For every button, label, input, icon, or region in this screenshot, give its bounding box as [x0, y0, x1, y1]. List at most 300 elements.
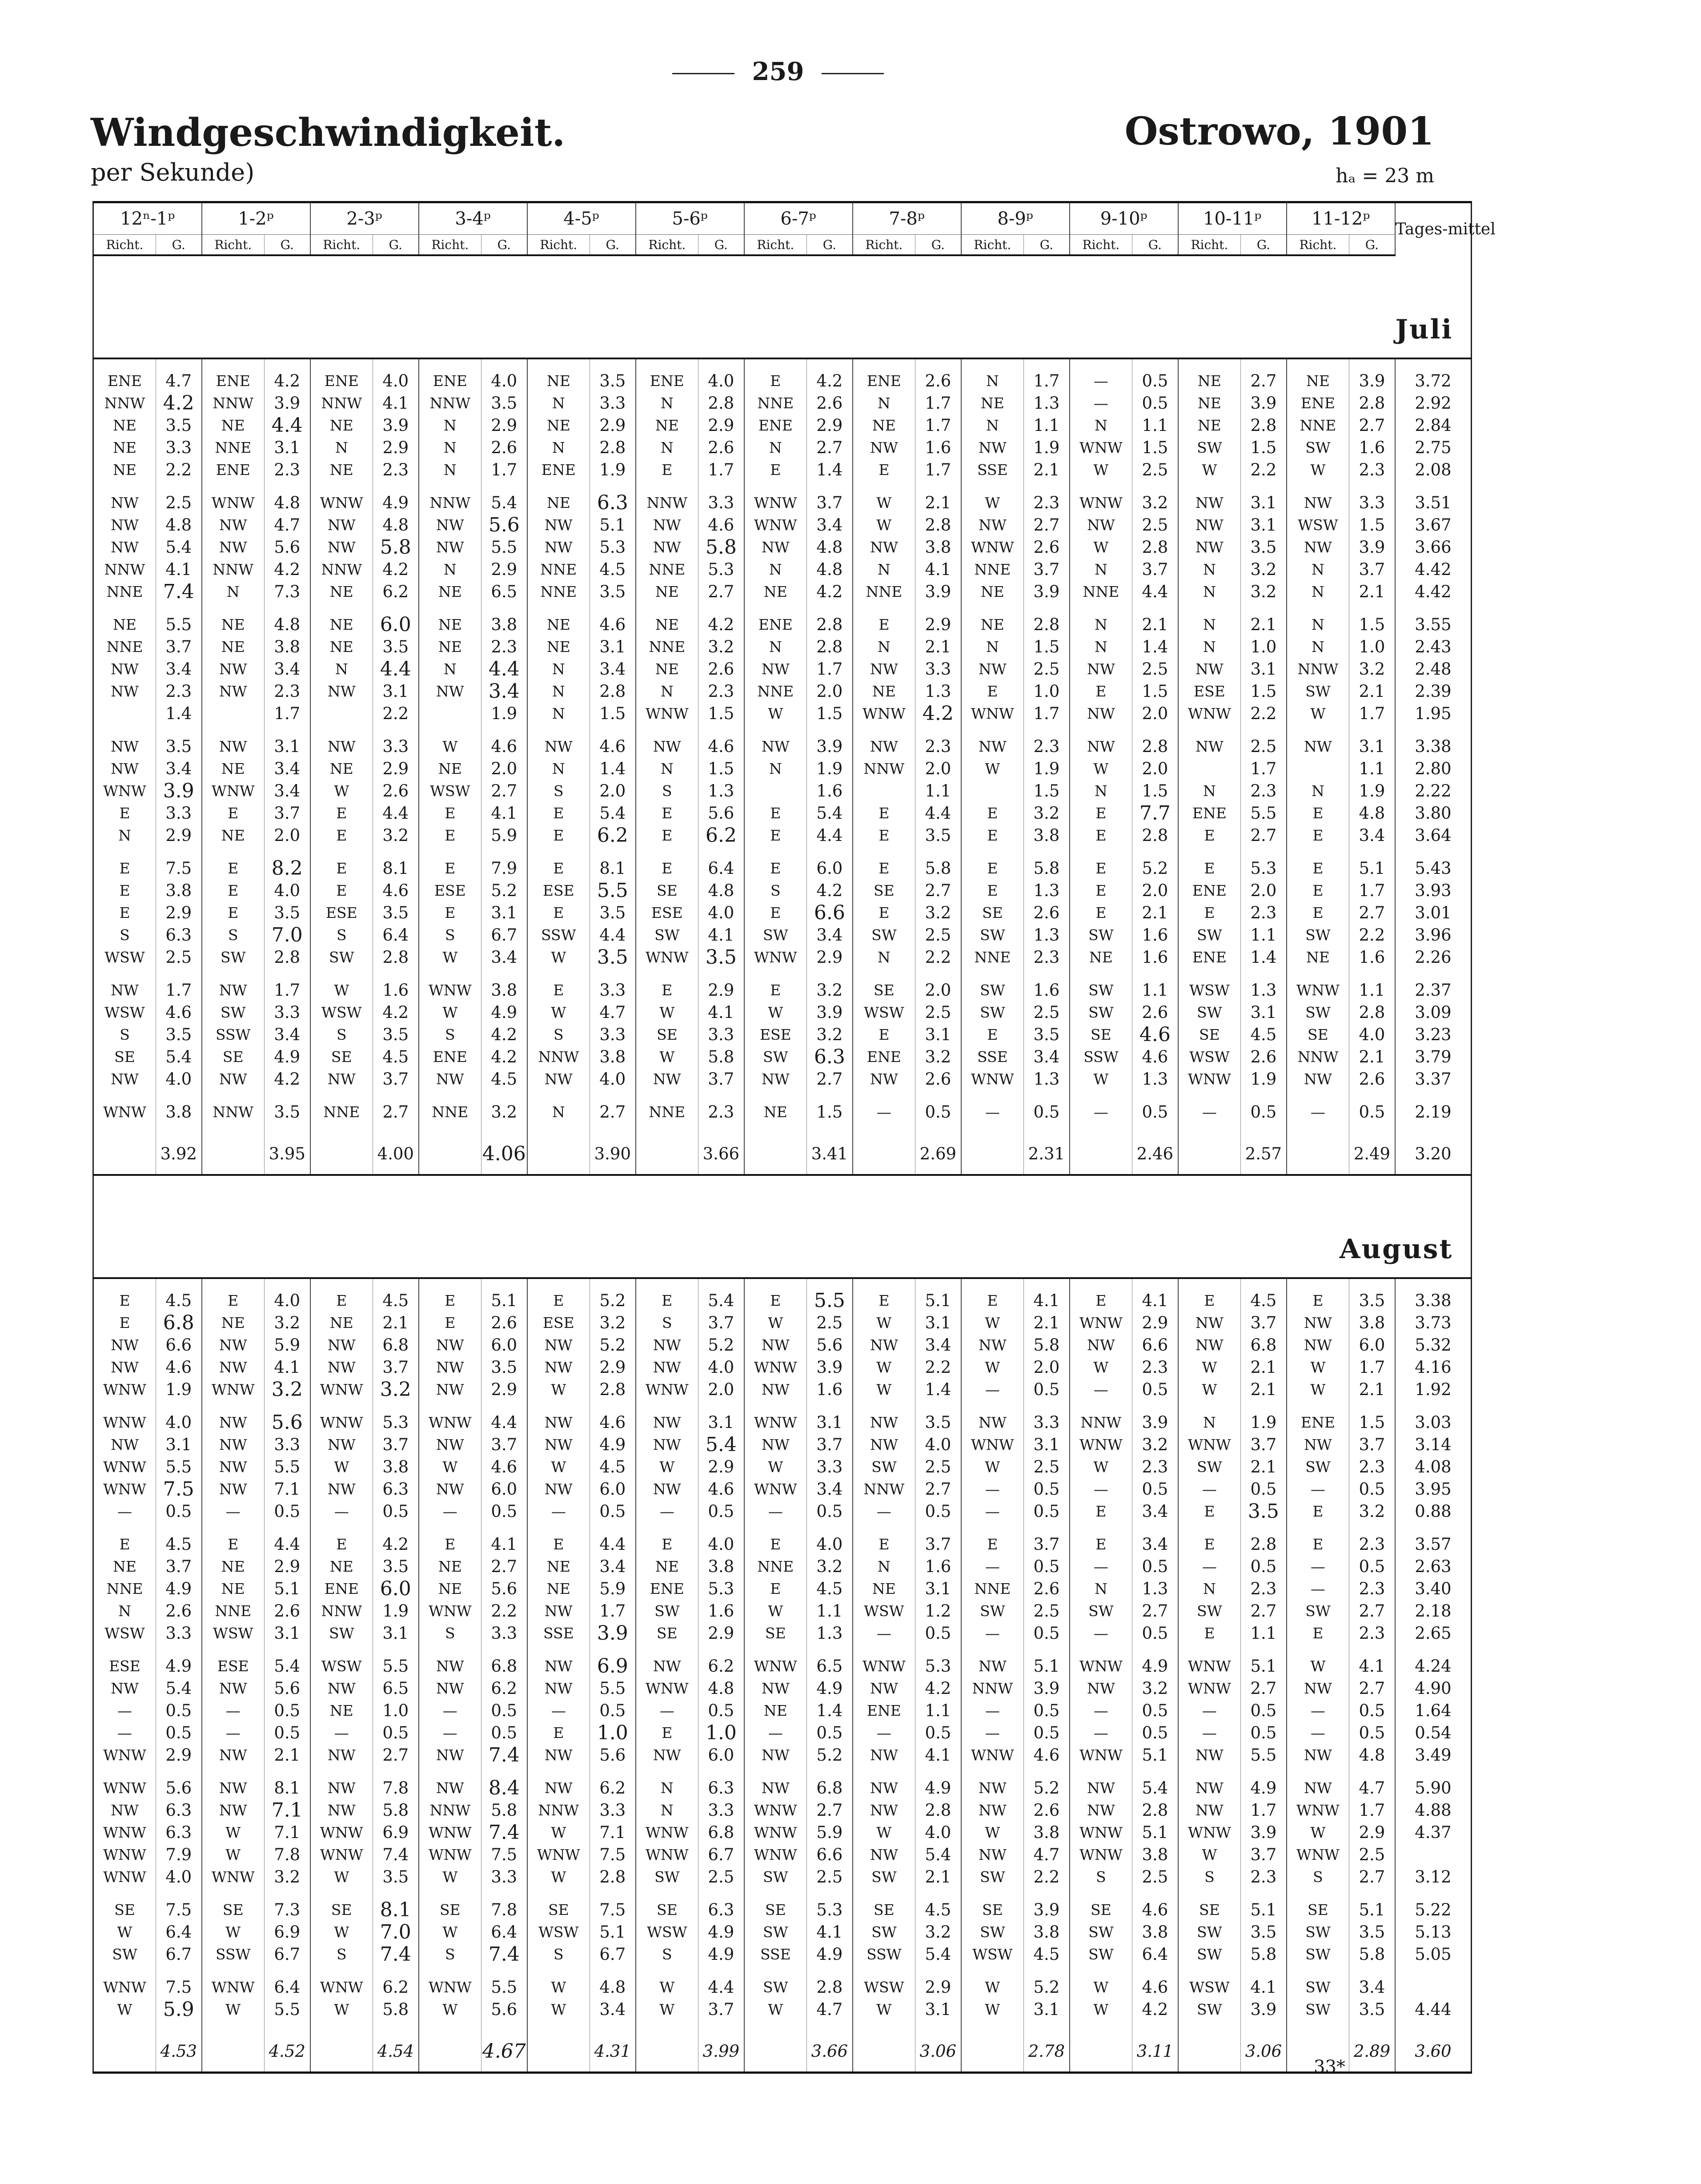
speed-cell: 4.6: [698, 736, 744, 758]
direction-cell: SW: [1287, 680, 1349, 703]
direction-cell: N: [636, 1799, 698, 1822]
direction-cell: S: [527, 1024, 590, 1046]
direction-cell: N: [744, 636, 807, 658]
speed-cell: 0.5: [265, 1722, 310, 1744]
direction-cell: W: [310, 1921, 373, 1943]
direction-cell: NE: [1178, 414, 1241, 437]
direction-cell: W: [202, 1921, 265, 1943]
direction-cell: NE: [310, 581, 373, 603]
direction-cell: NNE: [202, 437, 265, 459]
speed-cell: 2.6: [915, 370, 961, 392]
speed-cell: 2.3: [1241, 1866, 1287, 1888]
direction-cell: —: [1070, 1101, 1132, 1123]
speed-cell: 3.7: [1024, 559, 1070, 581]
speed-cell: 3.5: [373, 1866, 419, 1888]
speed-cell: 6.0: [373, 614, 419, 636]
direction-cell: WNW: [853, 1655, 915, 1677]
hour-header: 4-5ᵖ: [527, 202, 636, 235]
direction-cell: W: [744, 703, 807, 725]
direction-cell: E: [1070, 1500, 1132, 1523]
speed-cell: 6.4: [698, 857, 744, 880]
speed-cell: 1.3: [1132, 1578, 1178, 1600]
direction-cell: E: [1287, 1533, 1349, 1556]
speed-cell: 3.8: [1132, 1844, 1178, 1866]
speed-cell: 4.5: [373, 1290, 419, 1312]
speed-cell: 2.1: [373, 1312, 419, 1334]
direction-cell: —: [1287, 1478, 1349, 1500]
daily-mean-cell: 3.38: [1395, 736, 1472, 758]
monthly-mean-cell: 2.46: [1132, 1134, 1178, 1175]
table-row: [93, 1777, 1472, 1799]
table-row: [93, 636, 1472, 658]
speed-cell: 1.7: [698, 459, 744, 481]
speed-cell: 2.8: [590, 1866, 636, 1888]
speed-cell: 2.3: [265, 459, 310, 481]
speed-cell: 3.7: [373, 1068, 419, 1090]
direction-cell: NNW: [310, 559, 373, 581]
direction-cell: —: [1287, 1101, 1349, 1123]
direction-cell: E: [202, 902, 265, 924]
direction-cell: SSW: [202, 1024, 265, 1046]
direction-cell: SW: [636, 924, 698, 946]
speed-cell: 3.9: [1349, 536, 1395, 559]
direction-cell: SW: [1178, 1456, 1241, 1478]
speed-cell: 3.9: [807, 1356, 853, 1379]
direction-cell: N: [1070, 780, 1132, 802]
direction-cell: E: [527, 1722, 590, 1744]
speed-cell: 2.5: [915, 924, 961, 946]
daily-mean-cell: 3.95: [1395, 1478, 1472, 1500]
direction-cell: NW: [961, 514, 1024, 536]
speed-cell: 3.2: [1349, 1500, 1395, 1523]
speed-cell: 5.1: [265, 1578, 310, 1600]
direction-cell: ESE: [527, 1312, 590, 1334]
direction-cell: WSW: [1178, 1046, 1241, 1068]
speed-cell: 4.2: [265, 559, 310, 581]
direction-cell: NW: [1287, 736, 1349, 758]
speed-cell: 1.3: [1241, 979, 1287, 1002]
direction-cell: SE: [202, 1899, 265, 1921]
direction-cell: E: [636, 802, 698, 825]
direction-cell: SW: [961, 1921, 1024, 1943]
speed-cell: 1.3: [1024, 1068, 1070, 1090]
direction-cell: WNW: [744, 1478, 807, 1500]
speed-cell: 3.4: [1349, 1976, 1395, 1999]
speed-cell: 2.8: [1132, 536, 1178, 559]
daily-mean-cell: 3.64: [1395, 825, 1472, 847]
speed-cell: 2.0: [1132, 703, 1178, 725]
speed-cell: 5.8: [373, 1999, 419, 2021]
direction-cell: NW: [1070, 1677, 1132, 1700]
direction-cell: —: [853, 1722, 915, 1744]
speed-cell: 5.4: [1132, 1777, 1178, 1799]
speed-cell: 3.4: [1132, 1533, 1178, 1556]
daily-mean-header: Tages-mittel: [1395, 202, 1472, 256]
speed-cell: 3.5: [915, 825, 961, 847]
speed-cell: 0.5: [265, 1700, 310, 1722]
direction-cell: WNW: [744, 1844, 807, 1866]
speed-cell: 1.7: [915, 414, 961, 437]
speed-cell: 5.6: [481, 514, 527, 536]
monthly-mean-cell: 3.11: [1132, 2031, 1178, 2073]
direction-cell: S: [419, 1024, 481, 1046]
direction-cell: E: [961, 880, 1024, 902]
speed-cell: 4.2: [698, 614, 744, 636]
speed-cell: 5.6: [807, 1334, 853, 1356]
speed-cell: 6.4: [1132, 1943, 1178, 1966]
direction-cell: WNW: [202, 1866, 265, 1888]
table-row: [93, 902, 1472, 924]
direction-cell: S: [202, 924, 265, 946]
direction-cell: SE: [744, 1622, 807, 1645]
direction-subheader: Richt.: [419, 235, 481, 256]
speed-cell: 1.3: [807, 1622, 853, 1645]
direction-cell: NW: [93, 1334, 156, 1356]
speed-cell: 1.4: [807, 1700, 853, 1722]
daily-mean-cell: 5.32: [1395, 1334, 1472, 1356]
direction-cell: —: [1070, 392, 1132, 414]
speed-cell: 2.5: [156, 492, 202, 514]
direction-cell: NW: [1178, 1799, 1241, 1822]
speed-cell: 4.4: [373, 802, 419, 825]
speed-cell: 2.2: [1024, 1866, 1070, 1888]
direction-cell: WNW: [636, 1379, 698, 1401]
direction-cell: NW: [93, 492, 156, 514]
speed-cell: 2.8: [590, 1379, 636, 1401]
speed-cell: 1.6: [1349, 437, 1395, 459]
direction-cell: NE: [419, 758, 481, 780]
direction-cell: E: [1178, 1290, 1241, 1312]
table-row: [93, 825, 1472, 847]
speed-cell: 4.6: [590, 614, 636, 636]
speed-cell: 4.7: [1349, 1777, 1395, 1799]
speed-cell: 3.2: [1241, 559, 1287, 581]
speed-cell: 2.5: [1132, 658, 1178, 680]
direction-cell: SE: [202, 1046, 265, 1068]
direction-cell: E: [636, 459, 698, 481]
daily-mean-cell: 3.38: [1395, 1290, 1472, 1312]
speed-cell: 1.7: [156, 979, 202, 1002]
direction-cell: NE: [202, 414, 265, 437]
speed-cell: 6.2: [481, 1677, 527, 1700]
speed-cell: 6.6: [807, 902, 853, 924]
direction-cell: E: [636, 979, 698, 1002]
speed-cell: 2.5: [915, 1456, 961, 1478]
direction-cell: E: [1178, 857, 1241, 880]
direction-cell: NW: [1287, 1312, 1349, 1334]
speed-cell: 3.5: [590, 902, 636, 924]
table-row: [93, 1600, 1472, 1622]
direction-cell: W: [1070, 1356, 1132, 1379]
direction-cell: E: [202, 1533, 265, 1556]
direction-cell: WNW: [636, 1677, 698, 1700]
speed-cell: 2.6: [807, 392, 853, 414]
table-row: [93, 536, 1472, 559]
direction-cell: ENE: [1178, 946, 1241, 969]
speed-cell: 3.7: [698, 1068, 744, 1090]
speed-cell: 2.9: [481, 414, 527, 437]
direction-cell: —: [310, 1722, 373, 1744]
direction-cell: N: [636, 392, 698, 414]
direction-cell: NW: [853, 1777, 915, 1799]
speed-cell: 6.8: [156, 1312, 202, 1334]
direction-cell: N: [1178, 636, 1241, 658]
speed-cell: 3.3: [481, 1866, 527, 1888]
direction-cell: NW: [419, 680, 481, 703]
daily-mean-cell: 0.88: [1395, 1500, 1472, 1523]
speed-cell: 6.3: [807, 1046, 853, 1068]
direction-cell: ESE: [202, 1655, 265, 1677]
direction-cell: WNW: [1070, 492, 1132, 514]
speed-cell: 3.4: [1349, 825, 1395, 847]
speed-cell: 7.3: [265, 581, 310, 603]
speed-cell: 1.5: [698, 703, 744, 725]
direction-cell: N: [961, 636, 1024, 658]
speed-cell: 5.1: [1349, 1899, 1395, 1921]
direction-cell: NW: [310, 1777, 373, 1799]
direction-cell: NW: [961, 1334, 1024, 1356]
direction-cell: WNW: [961, 536, 1024, 559]
speed-cell: 3.5: [373, 1024, 419, 1046]
direction-cell: N: [1287, 780, 1349, 802]
direction-cell: NW: [1287, 1777, 1349, 1799]
direction-subheader: Richt.: [93, 235, 156, 256]
direction-cell: NNE: [310, 1101, 373, 1123]
speed-cell: 3.5: [1241, 536, 1287, 559]
speed-cell: 0.5: [1024, 1722, 1070, 1744]
direction-cell: NW: [419, 536, 481, 559]
table-row: [93, 880, 1472, 902]
speed-cell: 7.1: [265, 1822, 310, 1844]
direction-cell: W: [1070, 536, 1132, 559]
speed-cell: 3.5: [590, 370, 636, 392]
direction-cell: N: [527, 758, 590, 780]
direction-cell: NE: [93, 1556, 156, 1578]
speed-cell: 2.8: [1132, 825, 1178, 847]
speed-subheader: G.: [590, 235, 636, 256]
speed-cell: 6.8: [1241, 1334, 1287, 1356]
direction-cell: WSW: [202, 1622, 265, 1645]
daily-mean-cell: 2.19: [1395, 1101, 1472, 1123]
speed-cell: 2.6: [1024, 902, 1070, 924]
speed-cell: 0.5: [1024, 1556, 1070, 1578]
direction-cell: S: [744, 880, 807, 902]
speed-cell: 3.7: [1349, 1434, 1395, 1456]
monthly-mean-cell: 2.78: [1024, 2031, 1070, 2073]
direction-cell: E: [853, 614, 915, 636]
speed-cell: 4.4: [807, 825, 853, 847]
direction-cell: SW: [744, 1046, 807, 1068]
speed-cell: 6.3: [698, 1899, 744, 1921]
daily-mean-cell: 3.12: [1395, 1866, 1472, 1888]
speed-cell: 4.6: [1132, 1024, 1178, 1046]
speed-cell: 4.0: [698, 1533, 744, 1556]
direction-cell: WNW: [961, 1434, 1024, 1456]
direction-cell: N: [636, 680, 698, 703]
direction-cell: NW: [636, 736, 698, 758]
direction-cell: E: [527, 979, 590, 1002]
speed-cell: 6.5: [807, 1655, 853, 1677]
direction-cell: NW: [744, 736, 807, 758]
speed-cell: 5.2: [807, 1744, 853, 1766]
speed-cell: 6.6: [1132, 1334, 1178, 1356]
speed-cell: 2.8: [1241, 414, 1287, 437]
direction-cell: E: [527, 825, 590, 847]
direction-cell: NNW: [961, 1677, 1024, 1700]
speed-cell: 4.0: [265, 880, 310, 902]
speed-cell: 6.6: [807, 1844, 853, 1866]
speed-cell: 4.5: [156, 1533, 202, 1556]
table-row: [93, 1456, 1472, 1478]
speed-cell: 2.2: [915, 1356, 961, 1379]
table-row: [93, 1799, 1472, 1822]
speed-cell: 3.2: [807, 979, 853, 1002]
direction-cell: NW: [202, 1412, 265, 1434]
speed-cell: 3.4: [807, 1478, 853, 1500]
speed-cell: 1.9: [590, 459, 636, 481]
speed-cell: 2.9: [590, 414, 636, 437]
speed-cell: 1.9: [373, 1600, 419, 1622]
direction-cell: NNW: [1287, 1046, 1349, 1068]
speed-cell: 4.1: [915, 1744, 961, 1766]
direction-cell: WNW: [1178, 1822, 1241, 1844]
direction-cell: E: [744, 825, 807, 847]
direction-cell: NE: [744, 1101, 807, 1123]
speed-cell: 7.0: [265, 924, 310, 946]
direction-cell: —: [1070, 370, 1132, 392]
daily-mean-cell: 3.09: [1395, 1002, 1472, 1024]
direction-cell: NW: [961, 1655, 1024, 1677]
direction-cell: NW: [310, 536, 373, 559]
speed-cell: 2.2: [1349, 924, 1395, 946]
direction-cell: E: [527, 802, 590, 825]
direction-cell: W: [419, 1002, 481, 1024]
direction-cell: NW: [527, 736, 590, 758]
speed-cell: 2.8: [915, 1799, 961, 1822]
direction-cell: NE: [202, 825, 265, 847]
direction-cell: NNE: [744, 680, 807, 703]
daily-mean-cell: 0.54: [1395, 1722, 1472, 1744]
speed-cell: 0.5: [1241, 1556, 1287, 1578]
speed-cell: 1.7: [1241, 1799, 1287, 1822]
direction-cell: NW: [527, 1356, 590, 1379]
direction-cell: E: [1178, 1533, 1241, 1556]
direction-subheader: Richt.: [744, 235, 807, 256]
speed-cell: 3.8: [1024, 1921, 1070, 1943]
direction-cell: WSW: [853, 1976, 915, 1999]
direction-cell: NW: [527, 1334, 590, 1356]
speed-cell: 1.3: [1024, 392, 1070, 414]
speed-cell: 1.0: [590, 1722, 636, 1744]
direction-cell: SE: [1178, 1024, 1241, 1046]
direction-cell: WNW: [93, 1976, 156, 1999]
speed-cell: 3.2: [915, 1046, 961, 1068]
speed-cell: 2.3: [1241, 1578, 1287, 1600]
speed-cell: 4.4: [481, 658, 527, 680]
monthly-mean-cell: 4.67: [481, 2031, 527, 2073]
direction-cell: ESE: [744, 1024, 807, 1046]
direction-cell: S: [636, 780, 698, 802]
direction-cell: N: [527, 703, 590, 725]
speed-cell: 3.2: [915, 1921, 961, 1943]
speed-cell: 7.5: [156, 1976, 202, 1999]
daily-mean-cell: 3.80: [1395, 802, 1472, 825]
table-row: [93, 1002, 1472, 1024]
direction-cell: E: [1287, 1500, 1349, 1523]
direction-cell: N: [853, 392, 915, 414]
direction-cell: NW: [853, 1068, 915, 1090]
direction-cell: NNE: [744, 392, 807, 414]
direction-cell: WNW: [636, 1844, 698, 1866]
direction-cell: WNW: [1070, 1844, 1132, 1866]
direction-cell: NW: [1287, 1677, 1349, 1700]
direction-cell: NNE: [961, 946, 1024, 969]
speed-cell: 3.5: [1024, 1024, 1070, 1046]
speed-cell: 5.4: [156, 1046, 202, 1068]
speed-cell: 5.9: [481, 825, 527, 847]
direction-cell: NW: [419, 514, 481, 536]
direction-cell: NW: [636, 514, 698, 536]
direction-cell: N: [527, 437, 590, 459]
direction-cell: E: [93, 857, 156, 880]
speed-cell: 3.4: [265, 758, 310, 780]
speed-cell: 2.5: [698, 1866, 744, 1888]
speed-cell: 4.8: [698, 1677, 744, 1700]
page-number-text: 259: [752, 57, 804, 86]
direction-cell: SE: [961, 902, 1024, 924]
page-subtitle: per Sekunde): [91, 158, 255, 186]
direction-cell: NW: [636, 1412, 698, 1434]
speed-cell: 1.2: [915, 1600, 961, 1622]
speed-cell: 0.5: [1241, 1722, 1287, 1744]
direction-cell: NE: [202, 1578, 265, 1600]
daily-mean-cell: 1.92: [1395, 1379, 1472, 1401]
speed-cell: 2.7: [915, 880, 961, 902]
speed-cell: 4.0: [807, 1533, 853, 1556]
speed-cell: 3.9: [807, 1002, 853, 1024]
monthly-mean-cell: 3.66: [698, 1134, 744, 1175]
direction-cell: SE: [310, 1899, 373, 1921]
table-row: [93, 1533, 1472, 1556]
direction-cell: E: [527, 857, 590, 880]
direction-cell: NW: [310, 1478, 373, 1500]
direction-cell: W: [1287, 459, 1349, 481]
direction-cell: WNW: [744, 946, 807, 969]
speed-cell: 4.1: [915, 559, 961, 581]
page-title: Windgeschwindigkeit.: [91, 110, 566, 155]
monthly-mean-cell: 2.57: [1241, 1134, 1287, 1175]
speed-subheader: G.: [265, 235, 310, 256]
direction-cell: N: [1287, 581, 1349, 603]
direction-cell: WNW: [961, 1068, 1024, 1090]
direction-cell: [202, 703, 265, 725]
direction-cell: WSW: [93, 946, 156, 969]
table-row: [93, 1412, 1472, 1434]
direction-cell: N: [636, 1777, 698, 1799]
direction-cell: E: [853, 802, 915, 825]
speed-cell: 2.6: [1241, 1046, 1287, 1068]
speed-cell: 2.7: [373, 1101, 419, 1123]
table-row: [93, 1943, 1472, 1966]
speed-cell: 3.9: [1024, 1677, 1070, 1700]
direction-cell: N: [961, 414, 1024, 437]
direction-cell: E: [93, 802, 156, 825]
speed-cell: 3.4: [265, 658, 310, 680]
speed-cell: 2.7: [807, 1068, 853, 1090]
speed-subheader: G.: [1241, 235, 1287, 256]
speed-cell: 2.7: [590, 1101, 636, 1123]
speed-cell: 3.7: [698, 1312, 744, 1334]
